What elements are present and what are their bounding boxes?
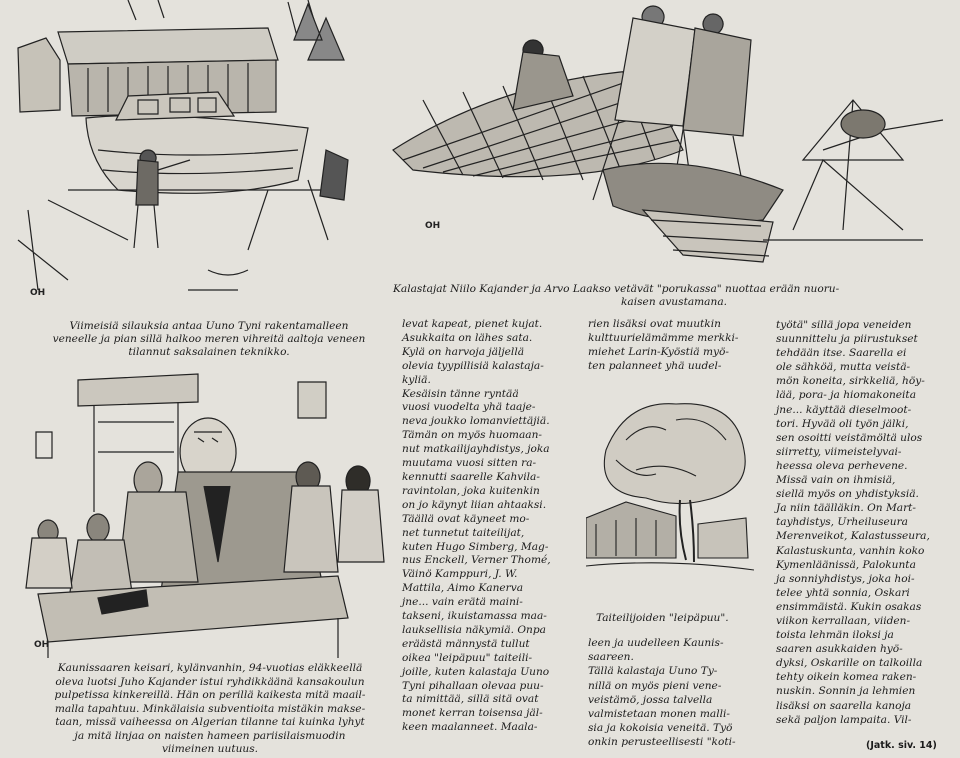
text-line: eräästä männystä tullut bbox=[402, 637, 530, 650]
artist-signature: OH bbox=[30, 288, 46, 298]
artist-signature: OH bbox=[34, 640, 50, 650]
caption-line: viimeinen uutuus. bbox=[161, 743, 259, 755]
boat-building-illustration bbox=[8, 0, 380, 306]
meeting-caption bbox=[22, 662, 398, 757]
text-line: ja sonniyhdistys, joka hoi- bbox=[776, 572, 915, 585]
text-line: työtä" sillä jopa veneiden bbox=[776, 319, 912, 331]
text-line: kennutti saarelle Kahvila- bbox=[402, 470, 540, 483]
text-line: tori. Hyvää oli työn jälki, bbox=[776, 417, 909, 430]
text-line: ten palanneet yhä uudel- bbox=[588, 359, 722, 372]
text-line: muutama vuosi sitten ra- bbox=[402, 457, 537, 470]
tree-caption: Taiteilijoiden "leipäpuu". bbox=[596, 612, 729, 624]
text-line: Tyni pihallaan olevaa puu- bbox=[402, 679, 544, 692]
article-column-3 bbox=[776, 318, 954, 727]
text-line: kuten Hugo Simberg, Mag- bbox=[402, 540, 549, 553]
text-line: sen osoitti veistämöltä ulos bbox=[776, 431, 923, 444]
text-line: ole sähköä, mutta veistä- bbox=[776, 361, 911, 374]
village-meeting-illustration bbox=[8, 362, 390, 658]
text-line: rien lisäksi ovat muutkin bbox=[588, 318, 721, 330]
text-line: tehty oikein komea raken- bbox=[776, 671, 917, 684]
text-line: monet kerran toisensa jäl- bbox=[402, 707, 543, 720]
text-line: Täällä ovat käyneet mo- bbox=[402, 512, 530, 525]
text-line: keen maalanneet. Maala- bbox=[402, 721, 538, 734]
caption-line: kaisen avustamana. bbox=[620, 296, 728, 309]
text-line: neva joukko lomanviettäjiä. bbox=[402, 415, 550, 428]
text-line: sia ja kokoisia veneitä. Työ bbox=[588, 722, 733, 735]
text-line: on jo käynyt liian ahtaaksi. bbox=[402, 498, 547, 511]
caption-line: veneelle ja pian sillä halkoo meren vihreitä aaltoja veneen bbox=[52, 333, 366, 346]
text-line: valmistetaan monen malli- bbox=[588, 708, 730, 721]
caption-line: pulpetissa kinkereillä. Hän on perillä kaikesta mitä maail- bbox=[54, 689, 366, 701]
text-line: lisäksi on saarella kanoja bbox=[776, 699, 912, 712]
seine-caption bbox=[393, 283, 955, 309]
text-line: siirretty, viimeistelyvai- bbox=[776, 445, 902, 458]
caption-line: ja mitä linjaa on naisten hameen pariisilaismuodin bbox=[74, 729, 346, 742]
text-line: saaren asukkaiden hyö- bbox=[776, 643, 903, 656]
text-line: tayhdistys, Urheiluseura bbox=[776, 516, 908, 529]
caption-line: tilannut saksalainen teknikko. bbox=[128, 346, 290, 359]
article-column-2-top bbox=[588, 318, 760, 374]
text-line: kyliä. bbox=[402, 373, 431, 386]
text-line: heessa oleva perhevene. bbox=[776, 459, 908, 472]
text-line: nillä on myös pieni vene- bbox=[588, 679, 722, 692]
fishermen-seine-illustration bbox=[383, 0, 953, 282]
artist-signature: OH bbox=[425, 221, 441, 231]
text-line: nut matkailijayhdistys, joka bbox=[402, 443, 550, 456]
text-line: mön koneita, sirkkeliä, höy- bbox=[776, 375, 925, 388]
caption-line: Viimeisiä silauksia antaa Uuno Tyni rakentamalleen bbox=[69, 320, 349, 332]
text-line: Kalastuskunta, vanhin koko bbox=[776, 544, 925, 557]
article-column-2-bottom bbox=[588, 636, 760, 750]
continuation-note: (Jatk. siv. 14) bbox=[866, 740, 937, 751]
text-line: nuskin. Sonnin ja lehmien bbox=[776, 685, 916, 698]
text-line: Kesäisin tänne ryntää bbox=[402, 387, 519, 400]
text-line: takseni, ikuistamassa maa- bbox=[402, 610, 547, 623]
text-line: telee yhtä sonnia, Oskari bbox=[776, 586, 910, 599]
text-line: leen ja uudelleen Kaunis- bbox=[588, 637, 724, 649]
text-line: tehdään itse. Saarella ei bbox=[776, 347, 907, 360]
text-line: joille, kuten kalastaja Uuno bbox=[402, 665, 550, 678]
text-line: levat kapeat, pienet kujat. bbox=[402, 318, 543, 330]
text-line: sekä paljon lampaita. Vil- bbox=[776, 713, 912, 726]
text-line: nus Enckell, Verner Thomé, bbox=[402, 554, 551, 567]
text-line: veistämö, jossa talvella bbox=[588, 693, 713, 706]
caption-line: taan, missä vaiheessa on Algerian tilanne tai kuinka lyhyt bbox=[55, 716, 365, 728]
caption-line: oleva luotsi Juho Kajander istui ryhdikkäänä kansakoulun bbox=[55, 675, 365, 688]
text-line: siellä myös on yhdistyksiä. bbox=[776, 488, 919, 501]
text-line: kulttuurielämämme merkki- bbox=[588, 331, 739, 344]
text-line: jne... käyttää dieselmoot- bbox=[776, 403, 912, 416]
artists-tree-illustration bbox=[586, 390, 754, 600]
text-line: vuosi vuodelta yhä taaje- bbox=[402, 401, 536, 414]
text-line: dyksi, Oskarille on talkoilla bbox=[776, 657, 923, 670]
text-line: Missä vain on ihmisiä, bbox=[776, 474, 896, 487]
text-line: ravintolan, joka kuitenkin bbox=[402, 484, 540, 497]
text-line: viikon kerrallaan, viiden- bbox=[776, 614, 911, 627]
caption-line: Kalastajat Niilo Kajander ja Arvo Laakso vetävät "porukassa" nuottaa erään nuoru- bbox=[393, 283, 840, 295]
text-line: jne... vain erätä maini- bbox=[402, 596, 523, 609]
text-line: Asukkaita on lähes sata. bbox=[402, 331, 533, 344]
text-line: Väinö Kamppuri, J. W. bbox=[402, 568, 518, 581]
boat-caption bbox=[23, 320, 395, 360]
text-line: toista lehmän iloksi ja bbox=[776, 629, 894, 642]
text-line: lää, pora- ja hiomakoneita bbox=[776, 389, 917, 402]
text-line: olevia tyypillisiä kalastaja- bbox=[402, 359, 544, 372]
text-line: Mattila, Aimo Kanerva bbox=[402, 582, 524, 595]
text-line: Kylä on harvoja jäljellä bbox=[402, 345, 525, 358]
text-line: saareen. bbox=[588, 651, 634, 664]
article-column-1 bbox=[402, 318, 580, 735]
text-line: suunnittelu ja piirustukset bbox=[776, 333, 918, 346]
text-line: miehet Larin-Kyöstiä myö- bbox=[588, 345, 729, 358]
text-line: net tunnetut taiteilijat, bbox=[402, 526, 525, 539]
text-line: oikea "leipäpuu" taiteili- bbox=[402, 651, 533, 664]
text-line: Merenveikot, Kalastusseura, bbox=[776, 530, 930, 543]
text-line: Ja niin täälläkin. On Mart- bbox=[776, 502, 917, 515]
text-line: Kymenläänissä, Palokunta bbox=[776, 558, 916, 571]
text-line: Tämän on myös huomaan- bbox=[402, 429, 542, 442]
text-line: lauksellisia näkymiä. Onpa bbox=[402, 623, 546, 636]
text-line: ensimmäistä. Kukin osakas bbox=[776, 600, 922, 613]
caption-line: Kaunissaaren keisari, kylänvanhin, 94-vuotias eläkkeellä bbox=[57, 662, 363, 674]
caption-line: malla tapahtuu. Minkälaisia subventioita mistäkin makse- bbox=[54, 702, 366, 715]
text-line: ta nimittää, sillä sitä ovat bbox=[402, 693, 539, 706]
text-line: Tällä kalastaja Uuno Ty- bbox=[588, 665, 718, 678]
text-line: onkin perusteellisesti "koti- bbox=[588, 736, 736, 749]
